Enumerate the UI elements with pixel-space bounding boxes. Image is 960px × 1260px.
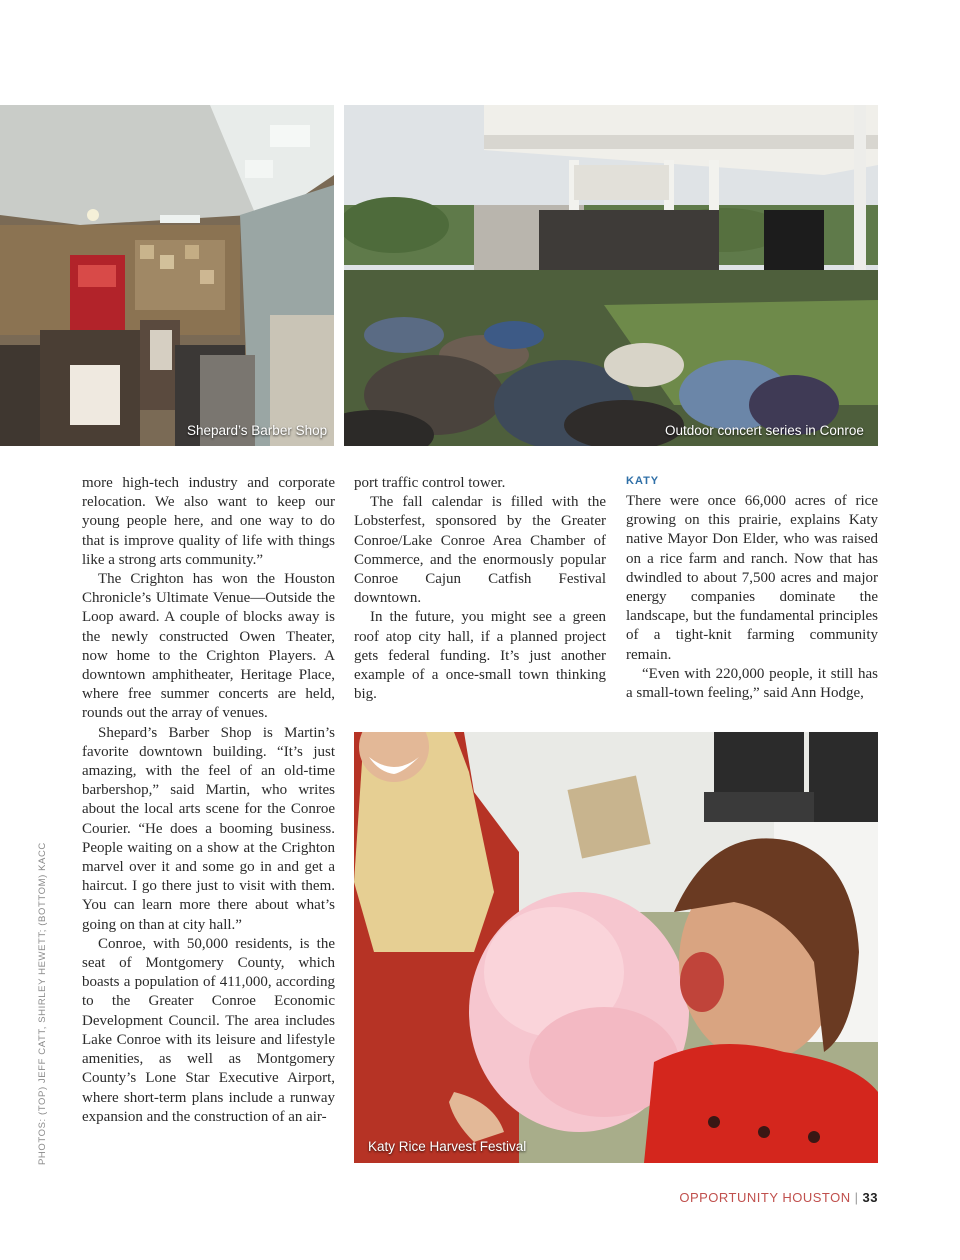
page-number: 33	[862, 1190, 878, 1205]
article-column-2	[354, 474, 606, 704]
festival-photo	[354, 732, 878, 1163]
paragraph: The Crighton has won the Houston Chronicle’s Ultimate Venue—Outside the Loop award. A couple of blocks away is the newly constructed Owen Theater, now home to the Crighton Players. A downtown amphitheater, Heritage Place, where free summer concerts are held, rounds out the array of venues.	[82, 571, 335, 722]
article-column-1	[82, 474, 335, 1127]
concert-photo	[344, 105, 878, 446]
paragraph: “Even with 220,000 people, it still has a small-town feeling,” said Ann Hodge,	[626, 665, 878, 702]
page-footer	[679, 1190, 878, 1205]
footer-separator: |	[854, 1190, 859, 1205]
photo-credit: PHOTOS: (TOP) JEFF CATT, SHIRLEY HEWETT; (BOTTOM) KACC	[37, 842, 48, 1165]
paragraph: The fall calendar is filled with the Lobsterfest, sponsored by the Greater Conroe/Lake Conroe Area Chamber of Commerce, and the enormously popular Conroe Cajun Catfish Festival downtown.	[354, 494, 606, 607]
photo-caption: Katy Rice Harvest Festival	[368, 1139, 527, 1154]
photo-caption: Outdoor concert series in Conroe	[665, 423, 864, 438]
paragraph: There were once 66,000 acres of rice growing on this prairie, explains Katy native Mayor Don Elder, who was raised on a rice farm and ranch. Now that has dwindled to about 7,500 acres and major energy companies dominate the landscape, but the fundamental principles of a tight-knit farming community remain.	[626, 493, 878, 663]
section-kicker: KATY	[626, 475, 660, 487]
paragraph: Conroe, with 50,000 residents, is the seat of Montgomery County, which boasts a population of 411,000, according to the Greater Conroe Economic Development Council. The area includes Lake Conroe with its leisure and lifestyle amenities, as well as Montgomery County’s Lone Star Executive Airport, where short-term plans include a runway expansion and the construction of an air-	[82, 935, 335, 1125]
paragraph: In the future, you might see a green roof atop city hall, if a planned project gets federal funding. It’s just another example of a once-small town thinking big.	[354, 609, 606, 703]
photo-caption: Shepard’s Barber Shop	[187, 423, 328, 438]
paragraph: Shepard’s Barber Shop is Martin’s favorite downtown building. “It’s just amazing, with the feel of an old-time barbershop,” said Martin, who writes about the local arts scene for the Conroe Courier. “He does a booming business. People waiting on a show at the Crighton marvel over it and some go in and get a haircut. I go there just to visit with them. You can learn more there about what’s going on than at city hall.”	[82, 724, 335, 933]
publication-name: OPPORTUNITY HOUSTON	[679, 1190, 851, 1205]
barber-shop-photo	[0, 105, 334, 446]
article-column-3	[626, 474, 878, 703]
paragraph: port traffic control tower.	[354, 475, 506, 491]
paragraph: more high-tech industry and corporate relocation. We also want to keep our young people here, and one way to do that is improve quality of life with things like a strong arts community.”	[82, 475, 335, 568]
